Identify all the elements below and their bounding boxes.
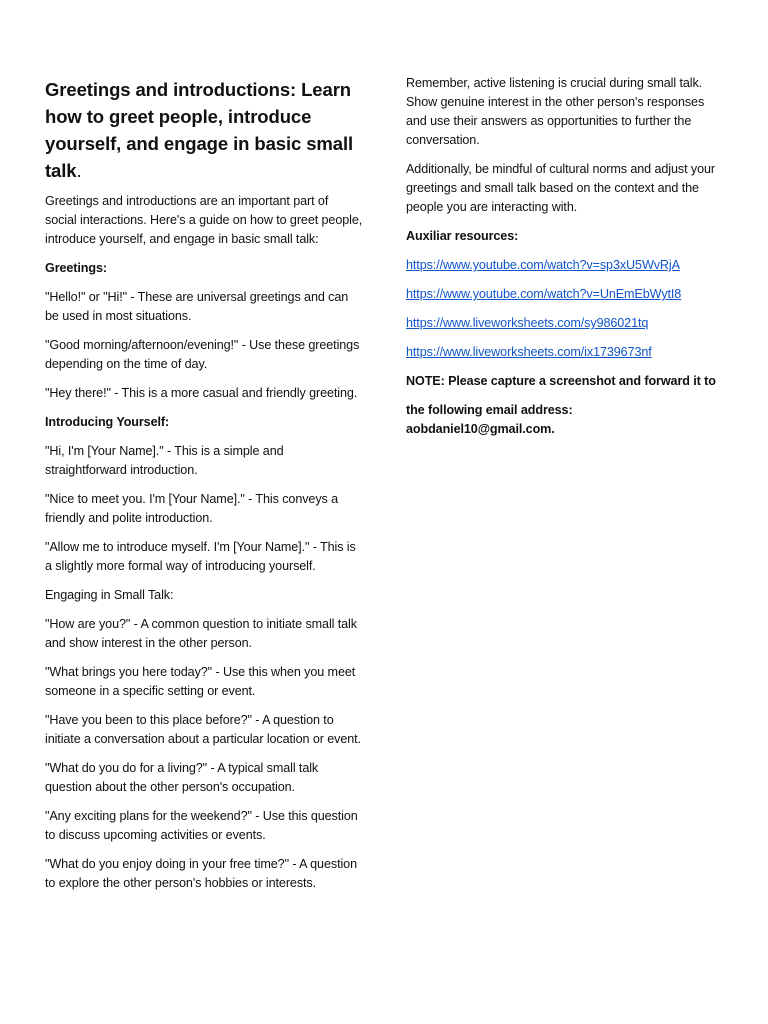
smalltalk-item: "Have you been to this place before?" - A question to initiate a conversation about a particular location or event. [45,713,361,746]
note-line-2: the following email address: aobdaniel10@gmail.com. [406,403,573,436]
left-column [45,76,363,903]
page-title: Greetings and introductions: Learn how to greet people, introduce yourself, and engage in basic small talk. [45,79,354,181]
resource-item [406,314,724,333]
resource-item [406,256,724,275]
introduction-item: "Allow me to introduce myself. I'm [Your Name]." - This is a slightly more formal way of introducing yourself. [45,540,356,573]
greetings-heading: Greetings: [45,261,107,275]
resource-item [406,285,724,304]
greeting-item: "Hello!" or "Hi!" - These are universal greetings and can be used in most situations. [45,290,349,323]
smalltalk-item: "What do you do for a living?" - A typical small talk question about the other person's occupation. [45,761,319,794]
right-column [406,74,724,449]
intro-paragraph: Greetings and introductions are an important part of social interactions. Here's a guide on how to greet people, introduce yourself, and engage in basic small talk: [45,194,363,246]
resources-heading: Auxiliar resources: [406,229,519,243]
smalltalk-item: "What brings you here today?" - Use this when you meet someone in a specific setting or event. [45,665,356,698]
introduction-item: "Hi, I'm [Your Name]." - This is a simple and straightforward introduction. [45,444,284,477]
smalltalk-item: "Any exciting plans for the weekend?" - Use this question to discuss upcoming activities or events. [45,809,358,842]
greeting-item: "Hey there!" - This is a more casual and friendly greeting. [45,386,358,400]
listening-paragraph: Remember, active listening is crucial during small talk. Show genuine interest in the other person's responses and use their answers as opportunities to further the conversation. [406,76,705,147]
smalltalk-item: "How are you?" - A common question to initiate small talk and show interest in the other person. [45,617,357,650]
smalltalk-item: "What do you enjoy doing in your free time?" - A question to explore the other person's hobbies or interests. [45,857,357,890]
resource-link-youtube-2[interactable]: https://www.youtube.com/watch?v=UnEmEbWytI8 [406,287,682,301]
resource-link-youtube-1[interactable]: https://www.youtube.com/watch?v=sp3xU5WvRjA [406,258,680,272]
resource-link-liveworksheets-2[interactable]: https://www.liveworksheets.com/ix1739673nf [406,345,652,359]
resource-link-liveworksheets-1[interactable]: https://www.liveworksheets.com/sy986021tq [406,316,649,330]
greeting-item: "Good morning/afternoon/evening!" - Use these greetings depending on the time of day. [45,338,360,371]
cultural-paragraph: Additionally, be mindful of cultural norms and adjust your greetings and small talk based on the context and the people you are interacting with. [406,162,715,214]
smalltalk-heading: Engaging in Small Talk: [45,588,174,602]
introducing-heading: Introducing Yourself: [45,415,170,429]
resource-item [406,343,724,362]
introduction-item: "Nice to meet you. I'm [Your Name]." - This conveys a friendly and polite introduction. [45,492,339,525]
note-line-1: NOTE: Please capture a screenshot and forward it to [406,374,716,388]
